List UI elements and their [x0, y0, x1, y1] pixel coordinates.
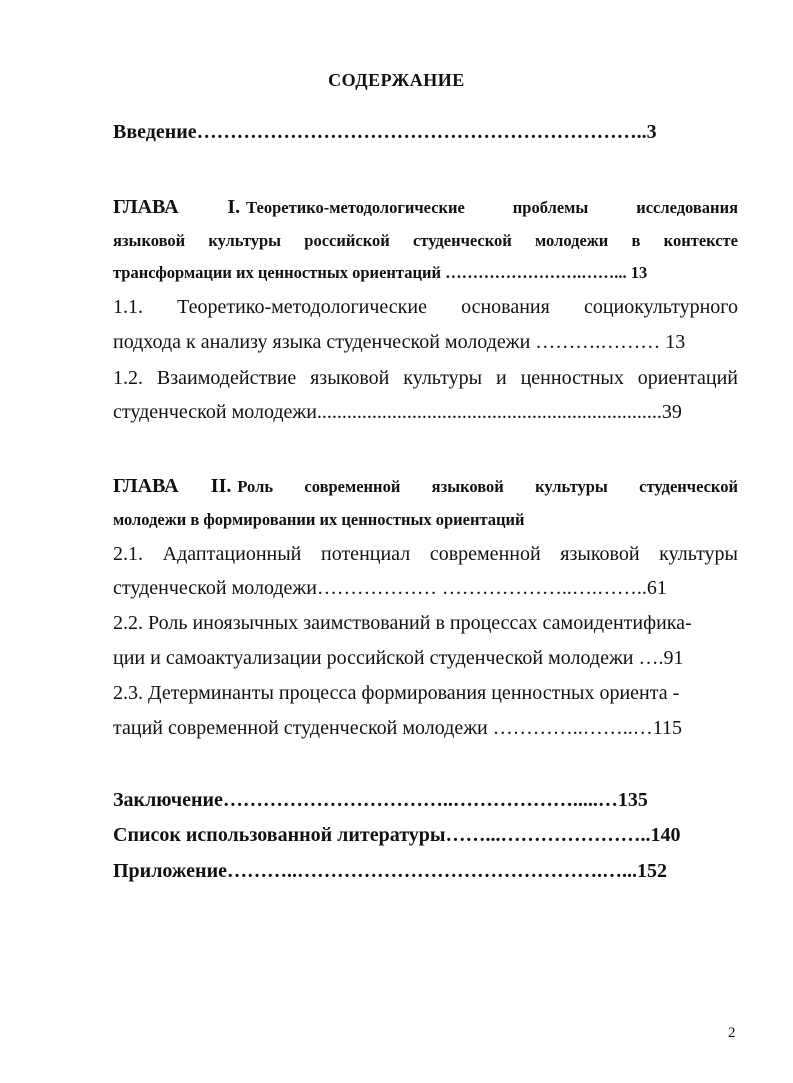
toc-entry-2-2-line-2: ции и самоактуализации российской студенческой молодежи ….91	[113, 647, 684, 669]
toc-entry-conclusion: Заключение……………………………..……………….....…135	[113, 789, 648, 811]
toc-entry-appendix: Приложение………..……………………………………….…...152	[113, 860, 667, 882]
toc-entry-1-1-line-2: подхода к анализу языка студенческой молодежи ……….……… 13	[113, 331, 686, 353]
chapter-1-heading-line-2: языковой культуры российской студенческой молодежи в контексте	[113, 231, 738, 250]
toc-entry-1-2-line-1: 1.2. Взаимодействие языковой культуры и ценностных ориентаций	[113, 367, 738, 389]
toc-entry-introduction: Введение…………………………………………………………..3	[113, 121, 657, 143]
toc-entry-2-1-line-2: студенческой молодежи……………… ………………..….……..61	[113, 577, 667, 599]
chapter-1-heading-line-3: трансформации их ценностных ориентаций …………………….……... 13	[113, 263, 648, 282]
toc-entry-1-2-line-2: студенческой молодежи.....................................................................39	[113, 401, 682, 423]
chapter-1-title-part-1: Теоретико-методологические проблемы исследования	[246, 198, 739, 217]
toc-entry-2-2-line-1: 2.2. Роль иноязычных заимствований в процессах самоидентифика-	[113, 612, 692, 634]
toc-entry-1-1-line-1: 1.1. Теоретико-методологические основания социокультурного	[113, 296, 738, 318]
toc-entry-2-3-line-2: таций современной студенческой молодежи …………..……..…115	[113, 717, 683, 739]
page-number: 2	[728, 1025, 736, 1041]
toc-entry-2-3-line-1: 2.3. Детерминанты процесса формирования ценностных ориента -	[113, 682, 680, 704]
chapter-2-title-part-1: Роль современной языковой культуры студенческой	[237, 477, 738, 496]
chapter-1-heading-line-1	[113, 192, 738, 223]
chapter-1-label: ГЛАВА I.	[113, 196, 241, 218]
chapter-2-heading-line-2: молодежи в формировании их ценностных ориентаций	[113, 510, 525, 529]
chapter-2-label: ГЛАВА II.	[113, 475, 232, 497]
chapter-2-heading-line-1	[113, 471, 738, 502]
toc-title: СОДЕРЖАНИЕ	[328, 70, 465, 90]
toc-entry-bibliography: Список использованной литературы……...…………………..140	[113, 824, 681, 846]
toc-entry-2-1-line-1: 2.1. Адаптационный потенциал современной языковой культуры	[113, 543, 738, 565]
